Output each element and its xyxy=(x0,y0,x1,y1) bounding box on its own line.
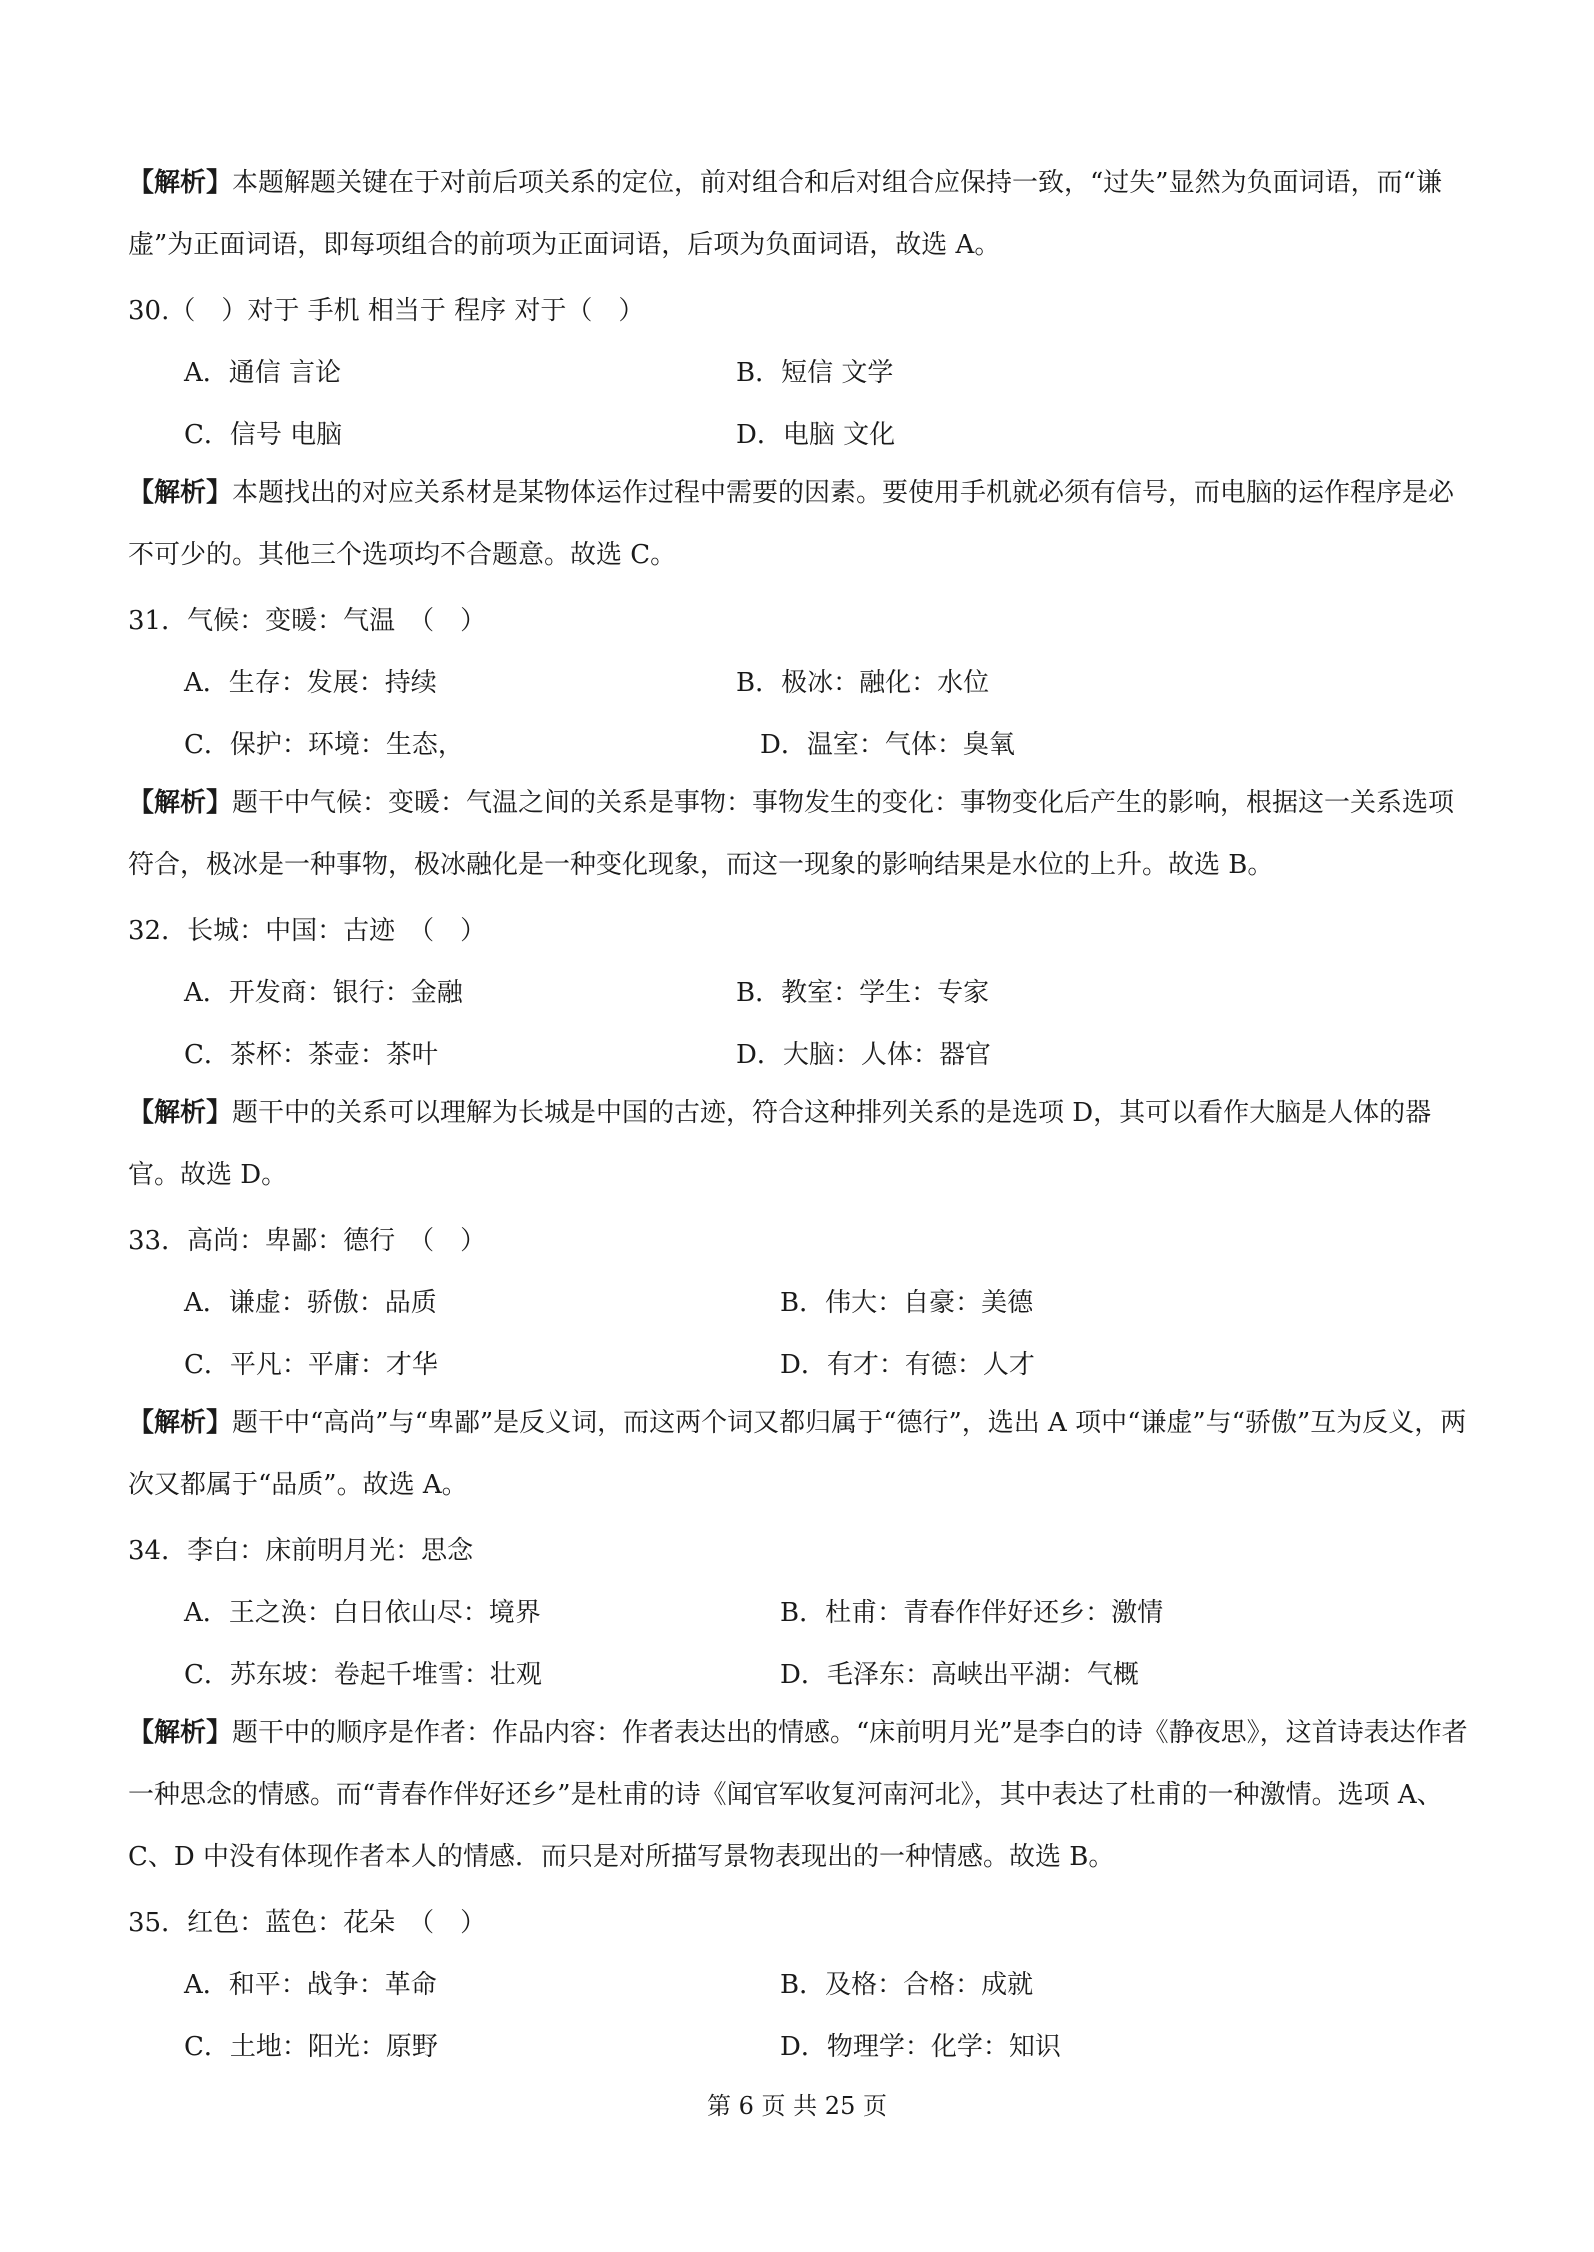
question-32-option-a: A．开发商：银行：金融 xyxy=(184,978,463,1008)
question-33-option-d: D．有才：有德：人才 xyxy=(780,1350,1035,1380)
question-30-option-a: A．通信 言论 xyxy=(184,358,342,388)
question-31-option-a: A．生存：发展：持续 xyxy=(184,668,437,698)
question-30-option-c: C．信号 电脑 xyxy=(184,420,343,450)
question-34-option-d: D．毛泽东：高峡出平湖：气概 xyxy=(780,1660,1139,1690)
question-34-option-b: B．杜甫：青春作伴好还乡：激情 xyxy=(780,1598,1164,1628)
question-35-option-a: A．和平：战争：革命 xyxy=(184,1970,437,2000)
page-number: 第 6 页 共 25 页 xyxy=(707,2092,887,2120)
analysis-tag: 【解析】 xyxy=(128,788,233,818)
analysis-text: 题干中气候：变暖：气温之间的关系是事物：事物发生的变化：事物变化后产生的影响，根据这一关系选项符合，极冰是一种事物，极冰融化是一种变化现象，而这一现象的影响结果是水位的上升。故选 B。 xyxy=(128,788,1455,880)
analysis-q33 xyxy=(128,1392,1468,1516)
analysis-text: 题干中的关系可以理解为长城是中国的古迹，符合这种排列关系的是选项 D，其可以看作大脑是人体的器官。故选 D。 xyxy=(128,1098,1432,1190)
question-35-stem: 35．红色：蓝色：花朵 （ ） xyxy=(128,1908,487,1938)
question-31-option-c: C．保护：环境：生态， xyxy=(184,730,464,760)
question-31-stem: 31．气候：变暖：气温 （ ） xyxy=(128,606,487,636)
analysis-text: 本题解题关键在于对前后项关系的定位，前对组合和后对组合应保持一致，“过失”显然为负面词语，而“谦虚”为正面词语，即每项组合的前项为正面词语，后项为负面词语，故选 A。 xyxy=(128,168,1442,260)
analysis-text: 题干中“高尚”与“卑鄙”是反义词，而这两个词又都归属于“德行”，选出 A 项中“谦虚”与“骄傲”互为反义，两次又都属于“品质”。故选 A。 xyxy=(128,1408,1467,1500)
analysis-text: 题干中的顺序是作者：作品内容：作者表达出的情感。“床前明月光”是李白的诗《静夜思》，这首诗表达作者一种思念的情感。而“青春作伴好还乡”是杜甫的诗《闻官军收复河南河北》，其中表达了杜甫的一种激情。选项 A、C、D 中没有体现作者本人的情感．而只是对所描写景物表现出的一种情感。故选 B。 xyxy=(128,1718,1468,1872)
question-31-option-b: B．极冰：融化：水位 xyxy=(736,668,990,698)
question-34-stem: 34．李白：床前明月光：思念 xyxy=(128,1536,474,1566)
question-34-option-c: C．苏东坡：卷起千堆雪：壮观 xyxy=(184,1660,542,1690)
question-35-option-d: D．物理学：化学：知识 xyxy=(780,2032,1061,2062)
question-33-option-b: B．伟大：自豪：美德 xyxy=(780,1288,1034,1318)
analysis-text: 本题找出的对应关系材是某物体运作过程中需要的因素。要使用手机就必须有信号，而电脑的运作程序是必不可少的。其他三个选项均不合题意。故选 C。 xyxy=(128,478,1455,570)
analysis-tag: 【解析】 xyxy=(128,478,233,508)
question-33-option-a: A．谦虚：骄傲：品质 xyxy=(184,1288,437,1318)
analysis-q30 xyxy=(128,462,1468,586)
analysis-tag: 【解析】 xyxy=(128,1718,233,1748)
question-32-option-c: C．茶杯：茶壶：茶叶 xyxy=(184,1040,438,1070)
analysis-tag: 【解析】 xyxy=(128,168,233,198)
question-30-option-d: D．电脑 文化 xyxy=(736,420,896,450)
analysis-q32 xyxy=(128,1082,1468,1206)
question-30-stem: 30.（ ）对于 手机 相当于 程序 对于（ ） xyxy=(128,296,645,326)
analysis-q29 xyxy=(128,152,1468,276)
question-35-option-b: B．及格：合格：成就 xyxy=(780,1970,1034,2000)
question-34-option-a: A．王之涣：白日依山尽：境界 xyxy=(184,1598,541,1628)
question-30-option-b: B．短信 文学 xyxy=(736,358,894,388)
question-32-option-b: B．教室：学生：专家 xyxy=(736,978,990,1008)
analysis-q31 xyxy=(128,772,1468,896)
question-33-stem: 33．高尚：卑鄙：德行 （ ） xyxy=(128,1226,487,1256)
question-32-stem: 32．长城：中国：古迹 （ ） xyxy=(128,916,487,946)
analysis-tag: 【解析】 xyxy=(128,1098,233,1128)
question-32-option-d: D．大脑：人体：器官 xyxy=(736,1040,991,1070)
question-35-option-c: C．土地：阳光：原野 xyxy=(184,2032,438,2062)
question-31-option-d: D．温室：气体：臭氧 xyxy=(760,730,1015,760)
analysis-q34 xyxy=(128,1702,1468,1888)
analysis-tag: 【解析】 xyxy=(128,1408,233,1438)
question-33-option-c: C．平凡：平庸：才华 xyxy=(184,1350,438,1380)
